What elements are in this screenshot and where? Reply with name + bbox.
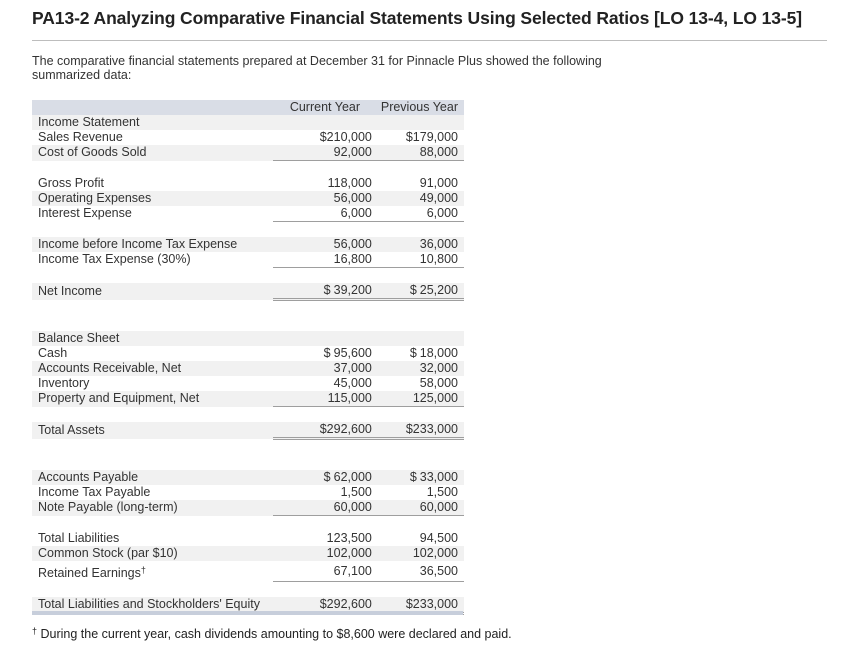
previous-value: 1,500 [426, 485, 458, 499]
current-value: 92,000 [273, 145, 381, 161]
current-value: 115,000 [273, 391, 381, 407]
current-value: 118,000 [327, 176, 372, 190]
row-label: Cash [38, 346, 68, 360]
table-row [32, 561, 464, 581]
row-label: Interest Expense [38, 206, 132, 221]
row-label: Common Stock (par $10) [32, 546, 273, 561]
previous-value: 88,000 [381, 145, 464, 161]
current-value: $210,000 [319, 130, 372, 144]
previous-value: 58,000 [419, 376, 458, 390]
current-value: 1,500 [340, 485, 372, 499]
row-label: Total Assets [32, 422, 273, 439]
page-title: PA13-2 Analyzing Comparative Financial Statements Using Selected Ratios [LO 13-4, LO 13-5] [32, 8, 802, 28]
previous-value: $179,000 [405, 130, 458, 144]
table-row [32, 252, 464, 268]
row-label: Income Tax Payable [38, 485, 151, 499]
current-value: 102,000 [273, 546, 381, 561]
row-label: Retained Earnings† [38, 565, 146, 580]
table-row [32, 470, 464, 485]
dagger-marker: † [140, 565, 146, 575]
current-value: 60,000 [273, 500, 381, 516]
previous-value: 91,000 [419, 176, 458, 190]
row-label: Gross Profit [38, 176, 104, 190]
row-label: Income before Income Tax Expense [32, 237, 273, 252]
current-value: 56,000 [273, 191, 381, 206]
row-label: Total Liabilities [38, 531, 120, 545]
row-label: Note Payable (long-term) [32, 500, 273, 516]
table-row [32, 176, 464, 191]
row-label: Accounts Receivable, Net [32, 361, 273, 376]
row-label: Sales Revenue [38, 130, 123, 144]
current-value: 16,800 [273, 252, 381, 268]
previous-value: $ 33,000 [381, 470, 464, 485]
table-row [32, 485, 464, 500]
row-label: Accounts Payable [32, 470, 273, 485]
previous-value: 10,800 [381, 252, 464, 268]
current-value: $ 39,200 [273, 283, 381, 300]
current-value: 37,000 [273, 361, 381, 376]
footnote-text: During the current year, cash dividends amounting to $8,600 were declared and paid. [40, 627, 512, 641]
table-row [32, 145, 464, 161]
previous-value: 125,000 [381, 391, 464, 407]
footnote-dagger: † [32, 626, 38, 636]
row-label: Inventory [38, 376, 90, 390]
previous-value: 36,500 [381, 561, 464, 581]
table-row [32, 115, 464, 130]
table-row [32, 422, 464, 439]
current-value: 67,100 [273, 561, 381, 581]
previous-value: $ 18,000 [409, 346, 458, 360]
current-value: $ 62,000 [273, 470, 381, 485]
table-row [32, 206, 464, 222]
table-row [32, 237, 464, 252]
previous-value: 6,000 [381, 206, 464, 222]
table-row [32, 283, 464, 300]
current-value: 6,000 [273, 206, 381, 222]
table-row [32, 500, 464, 516]
row-label: Cost of Goods Sold [32, 145, 273, 161]
table-row [32, 361, 464, 376]
previous-value: 60,000 [381, 500, 464, 516]
row-label: Net Income [32, 283, 273, 300]
table-row [32, 331, 464, 346]
section-heading: Income Statement [32, 115, 273, 130]
current-year-header: Current Year [273, 100, 381, 115]
previous-value: 94,500 [419, 531, 458, 545]
row-label: Total Liabilities and Stockholders' Equity [32, 597, 273, 614]
row-label: Income Tax Expense (30%) [38, 252, 191, 267]
financial-statements-table [32, 100, 464, 615]
current-value: $ 95,600 [323, 346, 372, 360]
previous-value: $ 25,200 [381, 283, 464, 300]
table-row [32, 546, 464, 561]
header-label-cell [32, 100, 273, 115]
row-label: Property and Equipment, Net [32, 391, 273, 407]
current-value: 45,000 [333, 376, 372, 390]
header-row [32, 100, 464, 115]
current-value: $292,600 [273, 422, 381, 439]
current-value: $292,600 [273, 597, 381, 614]
table-row [32, 191, 464, 206]
table-row [32, 130, 464, 145]
current-value: 123,500 [326, 531, 372, 545]
previous-value: $233,000 [381, 597, 464, 614]
previous-value: 102,000 [381, 546, 464, 561]
intro-text: The comparative financial statements prepared at December 31 for Pinnacle Plus showed the following summarized data: [32, 54, 602, 82]
previous-value: 36,000 [381, 237, 464, 252]
previous-year-header: Previous Year [381, 100, 464, 115]
table-bottom-bar [32, 611, 463, 615]
table-row [32, 346, 464, 361]
section-heading: Balance Sheet [32, 331, 273, 346]
row-label: Operating Expenses [32, 191, 273, 206]
table-row [32, 391, 464, 407]
table-row [32, 376, 464, 391]
table-row [32, 531, 464, 546]
footnote [32, 626, 512, 641]
previous-value: $233,000 [381, 422, 464, 439]
current-value: 56,000 [273, 237, 381, 252]
previous-value: 32,000 [381, 361, 464, 376]
previous-value: 49,000 [381, 191, 464, 206]
title-divider [32, 40, 827, 41]
